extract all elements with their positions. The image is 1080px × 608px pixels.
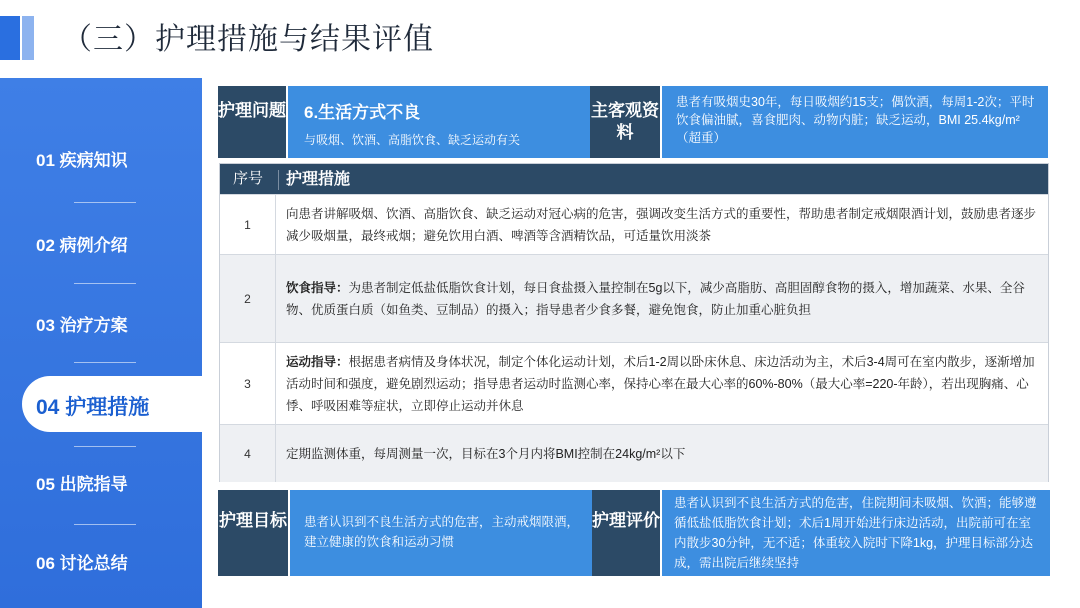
sidebar-item-discussion-summary[interactable]: 06 讨论总结 xyxy=(36,554,128,573)
sidebar-item-disease-knowledge[interactable]: 01 疾病知识 xyxy=(36,151,128,170)
problem-title: 6.生活方式不良 xyxy=(304,103,421,122)
table-row xyxy=(220,194,1048,254)
deco-bar-light xyxy=(22,16,34,60)
row-number: 4 xyxy=(220,425,276,482)
sidebar-divider xyxy=(74,283,136,284)
header-divider xyxy=(278,170,279,190)
sidebar-item-nursing-measures[interactable] xyxy=(22,376,202,432)
sidebar-item-discharge-guidance[interactable]: 05 出院指导 xyxy=(36,475,128,494)
row-bold-prefix: 饮食指导： xyxy=(286,280,349,295)
row-body: 为患者制定低盐低脂饮食计划，每日食盐摄入量控制在5g以下，减少高脂肪、高胆固醇食物的摄入，增加蔬菜、水果、全谷物、优质蛋白质（如鱼类、豆制品）的摄入；指导患者少食多餐，避免饱食，防止加重心脏负担 xyxy=(286,280,1025,317)
row-text xyxy=(286,255,1040,342)
nursing-evaluation-text: 患者认识到不良生活方式的危害，住院期间未吸烟、饮酒；能够遵循低盐低脂饮食计划；术后1周开始进行床边活动，出院前可在室内散步30分钟，无不适；体重较入院时下降1kg，护理目标部分达成，需出院后继续坚持 xyxy=(662,490,1050,576)
page-title: （三）护理措施与结果评值 xyxy=(62,23,434,56)
row-body: 向患者讲解吸烟、饮酒、高脂饮食、缺乏运动对冠心病的危害，强调改变生活方式的重要性，帮助患者制定戒烟限酒计划，鼓励患者逐步减少吸烟量，最终戒烟；避免饮用白酒、啤酒等含酒精饮品，可适量饮用淡茶 xyxy=(286,206,1037,243)
table-row xyxy=(220,424,1048,482)
row-text xyxy=(286,343,1040,424)
row-number: 1 xyxy=(220,195,276,254)
row-number: 3 xyxy=(220,343,276,424)
row-body: 根据患者病情及身体状况，制定个体化运动计划，术后1-2周以卧床休息、床边活动为主，术后3-4周可在室内散步，逐渐增加活动时间和强度，避免剧烈运动；指导患者运动时监测心率，保持心率在最大心率的60%-80%（最大心率=220-年龄），若出现胸痛、心悸、呼吸困难等症状，立即停止运动并休息 xyxy=(286,354,1035,413)
column-header-measure: 护理措施 xyxy=(286,171,351,188)
sidebar-divider xyxy=(74,446,136,447)
nursing-goal-label: 护理目标 xyxy=(218,490,288,576)
row-text xyxy=(286,425,1040,482)
nursing-goal-text: 患者认识到不良生活方式的危害，主动戒烟限酒，建立健康的饮食和运动习惯 xyxy=(290,490,592,576)
sidebar-item-treatment-plan[interactable]: 03 治疗方案 xyxy=(36,316,128,335)
deco-bar-dark xyxy=(0,16,20,60)
sidebar-item-case-intro[interactable]: 02 病例介绍 xyxy=(36,236,128,255)
row-body: 定期监测体重，每周测量一次，目标在3个月内将BMI控制在24kg/m²以下 xyxy=(286,446,686,461)
problem-subtitle: 与吸烟、饮酒、高脂饮食、缺乏运动有关 xyxy=(304,133,521,147)
nursing-measures-table xyxy=(219,163,1049,482)
row-text xyxy=(286,195,1040,254)
table-row xyxy=(220,254,1048,342)
row-number: 2 xyxy=(220,255,276,342)
table-row xyxy=(220,342,1048,424)
sidebar-item-label: 04 护理措施 xyxy=(36,396,150,419)
subjective-objective-text: 患者有吸烟史30年，每日吸烟约15支；偶饮酒，每周1-2次；平时饮食偏油腻，喜食肥肉、动物内脏；缺乏运动，BMI 25.4kg/m²（超重） xyxy=(662,86,1048,158)
row-bold-prefix: 运动指导： xyxy=(286,354,349,369)
nursing-evaluation-label: 护理评价 xyxy=(592,490,660,576)
sidebar-divider xyxy=(74,362,136,363)
column-header-number: 序号 xyxy=(232,170,263,187)
table-header xyxy=(220,164,1048,194)
nursing-problem-label: 护理问题 xyxy=(218,86,286,158)
sidebar-divider xyxy=(74,202,136,203)
subjective-objective-label: 主客观资料 xyxy=(590,86,660,158)
nursing-problem-panel xyxy=(288,86,590,158)
sidebar-divider xyxy=(74,524,136,525)
sidebar xyxy=(0,78,202,608)
